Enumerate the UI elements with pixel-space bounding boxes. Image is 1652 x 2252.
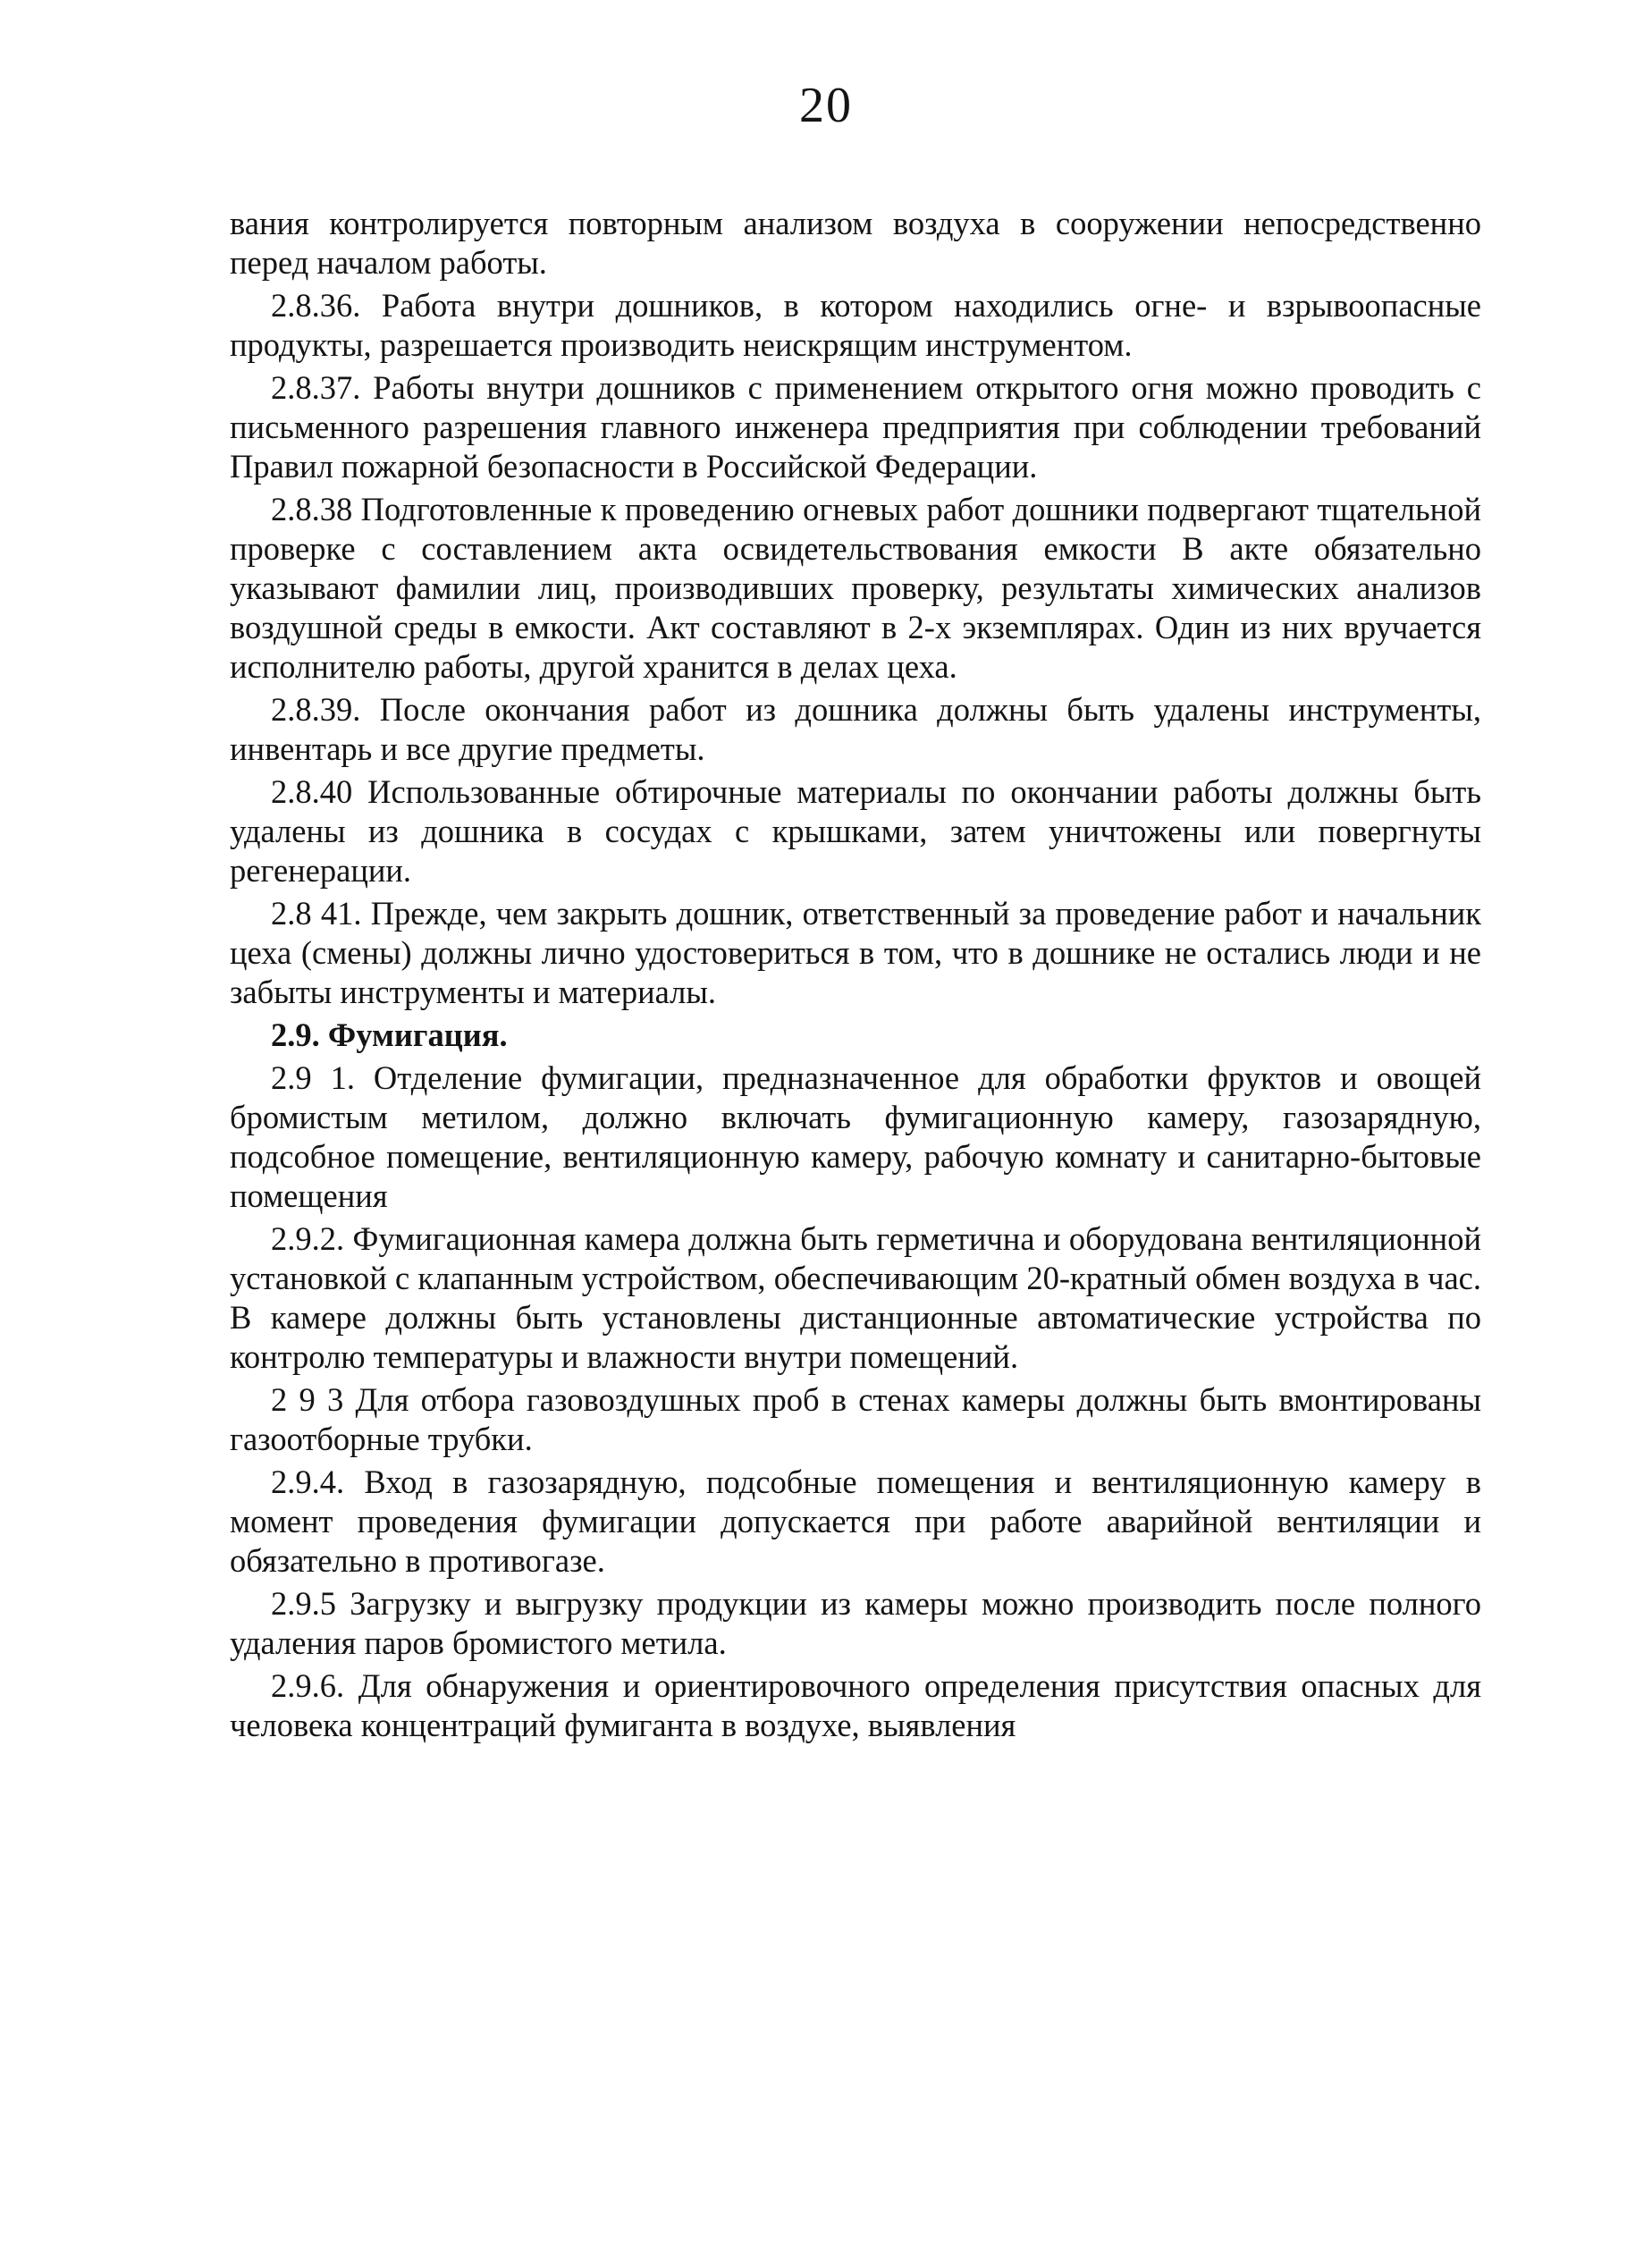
page-number: 20 [799, 78, 853, 133]
paragraph-2-8-39: 2.8.39. После окончания работ из дошника должны быть удалены инструменты, инвентарь и все другие предметы. [230, 691, 1481, 767]
paragraph-2-8-41: 2.8 41. Прежде, чем закрыть дошник, ответственный за проведение работ и начальник цеха (смены) должны лично удостовериться в том, что в дошнике не остались люди и не забыты инструменты и материалы. [230, 895, 1481, 1010]
paragraph-2-9-3: 2 9 3 Для отбора газовоздушных проб в стенах камеры должны быть вмонтированы газоотборные трубки. [230, 1381, 1481, 1457]
section-heading-2-9: 2.9. Фумигация. [271, 1016, 508, 1053]
document-body [230, 204, 1481, 1749]
paragraph-2-8-37: 2.8.37. Работы внутри дошников с применением открытого огня можно проводить с письменного разрешения главного инженера предприятия при соблюдении требований Правил пожарной безопасности в Российской Федерации. [230, 369, 1481, 485]
paragraph-2-8-36: 2.8.36. Работа внутри дошников, в котором находились огне- и взрывоопасные продукты, разрешается производить неискрящим инструментом. [230, 287, 1481, 363]
paragraph-2-9-4: 2.9.4. Вход в газозарядную, подсобные помещения и вентиляционную камеру в момент проведения фумигации допускается при работе аварийной вентиляции и обязательно в противогазе. [230, 1463, 1481, 1579]
paragraph-2-9-6: 2.9.6. Для обнаружения и ориентировочного определения присутствия опасных для человека концентраций фумиганта в воздухе, выявления [230, 1667, 1481, 1743]
paragraph-2-8-40: 2.8.40 Использованные обтирочные материалы по окончании работы должны быть удалены из дошника в сосудах с крышками, затем уничтожены или повергнуты регенерации. [230, 773, 1481, 889]
paragraph-2-9-5: 2.9.5 Загрузку и выгрузку продукции из камеры можно производить после полного удаления паров бромистого метила. [230, 1585, 1481, 1661]
paragraph-2-8-38: 2.8.38 Подготовленные к проведению огневых работ дошники подвергают тщательной проверке с составлением акта освидетельствования емкости В акте обязательно указывают фамилии лиц, производивших проверку, результаты химических анализов воздушной среды в емкости. Акт составляют в 2-х экземплярах. Один из них вручается исполнителю работы, другой хранится в делах цеха. [230, 491, 1481, 685]
paragraph-2-9-1: 2.9 1. Отделение фумигации, предназначенное для обработки фруктов и овощей бромистым метилом, должно включать фумигационную камеру, газозарядную, подсобное помещение, вентиляционную камеру, рабочую комнату и санитарно-бытовые помещения [230, 1059, 1481, 1214]
paragraph-continuation: вания контролируется повторным анализом воздуха в сооружении непосредственно перед началом работы. [230, 205, 1481, 281]
paragraph-2-9-2: 2.9.2. Фумигационная камера должна быть герметична и оборудована вентиляционной установкой с клапанным устройством, обеспечивающим 20-кратный обмен воздуха в час. В камере должны быть установлены дистанционные автоматические устройства по контролю температуры и влажности внутри помещений. [230, 1220, 1481, 1375]
